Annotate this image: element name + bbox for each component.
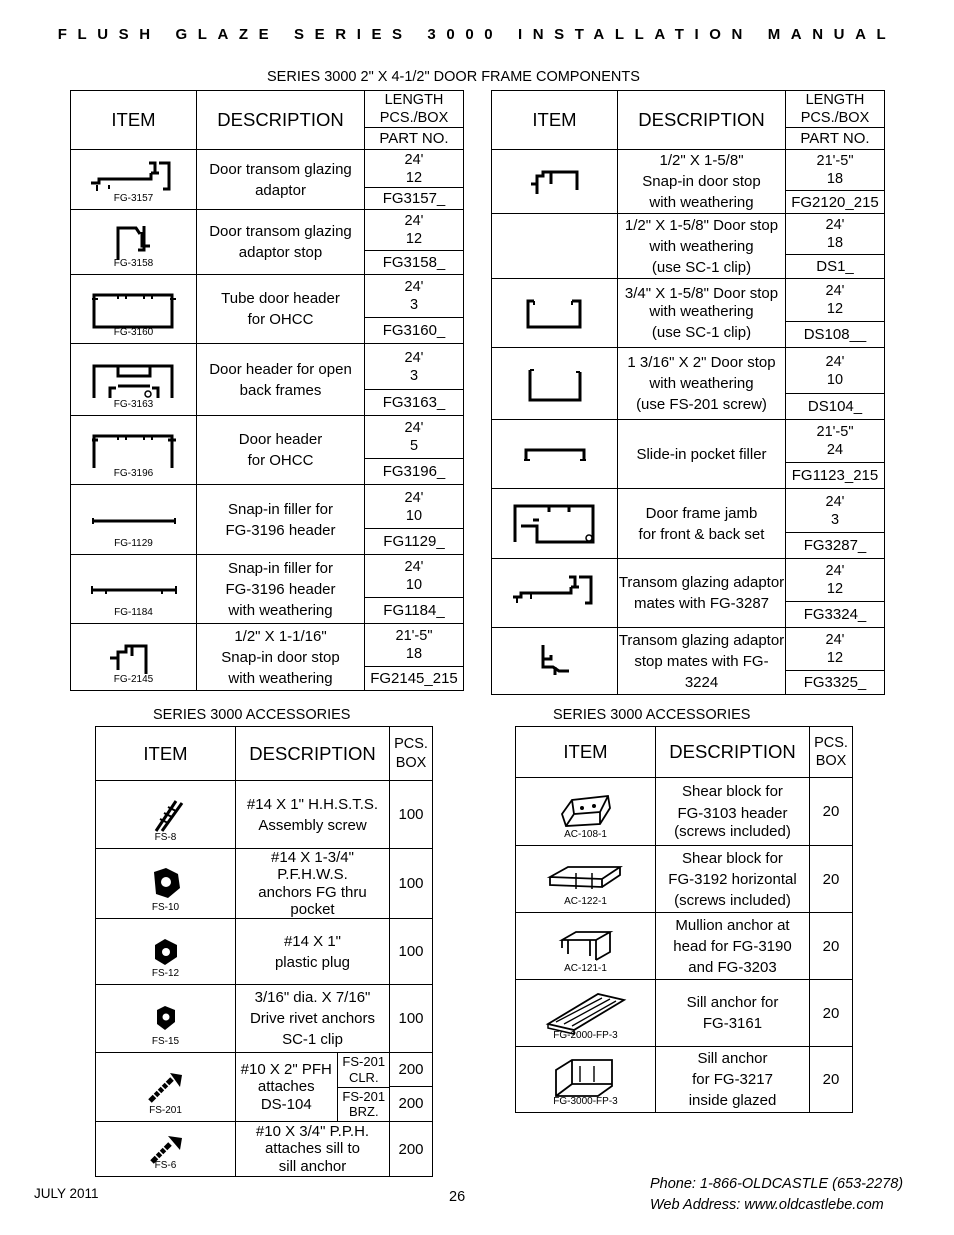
fs-201-main-desc: #10 X 2" PFH attaches DS-104 (236, 1053, 337, 1121)
item-fs-12: FS-12 (96, 919, 236, 985)
filler-weathering-profile-icon (88, 574, 180, 604)
description-header: DESCRIPTION (618, 91, 786, 150)
part-no-header: PART NO. (365, 128, 464, 150)
profile-fg-2145: FG-2145 (71, 624, 197, 691)
item-header: ITEM (516, 727, 656, 778)
part-fg3325: FG3325_ (786, 671, 885, 695)
shear-block-icon (546, 859, 626, 899)
door-stop-channel-profile-icon (520, 295, 590, 331)
door-stop-channel-profile-icon (520, 364, 590, 404)
profile-fg-3196: FG-3196 (71, 416, 197, 485)
part-no-header: PART NO. (786, 128, 885, 150)
pcs-fs-12: 100 (390, 919, 433, 985)
length-fg-1184: 24' 10 (365, 555, 464, 598)
fs-201-brz-label: FS-201 BRZ. (342, 1088, 386, 1120)
length-fg-3163: 24' 3 (365, 344, 464, 390)
adaptor-stop-profile-icon (525, 641, 585, 681)
length-fg3287: 24' 3 (786, 489, 885, 533)
item-ac-122-1: AC-122-1 (516, 846, 656, 913)
item-fs-201: FS-201 (96, 1053, 236, 1122)
description-fg-3163: Door header for open back frames (197, 344, 365, 416)
description-fg3325: Transom glazing adaptor stop mates with FG-3224 (618, 628, 786, 695)
length-ds104: 24' 10 (786, 348, 885, 394)
frame-components-table-right (491, 90, 885, 695)
pcs-fs-15: 100 (390, 985, 433, 1053)
item-header: ITEM (492, 91, 618, 150)
jamb-profile-icon (509, 502, 601, 546)
length-fg3325: 24' 12 (786, 628, 885, 671)
door-stop-profile-icon (525, 164, 585, 200)
footer-date: JULY 2011 (34, 1186, 99, 1201)
description-ds108: 3/4" X 1-5/8" Door stop with weathering (use SC-1 clip) (618, 279, 786, 348)
part-fg-3158: FG3158_ (365, 251, 464, 275)
adaptor-stop-profile-icon (104, 222, 164, 262)
web-address: Web Address: www.oldcastlebe.com (650, 1197, 884, 1214)
description-header: DESCRIPTION (197, 91, 365, 150)
page-header: FLUSH GLAZE SERIES 3000 INSTALLATION MANUAL (57, 26, 897, 43)
profile-fg2120 (492, 150, 618, 214)
pcs-fg-3000-fp-3: 20 (810, 1047, 853, 1113)
profile-fg-3163: FG-3163 (71, 344, 197, 416)
accessories-caption-left: SERIES 3000 ACCESSORIES (153, 707, 351, 723)
pcs-box-header: PCS. BOX (810, 727, 853, 778)
screw-icon (144, 1067, 188, 1107)
part-fg-3160: FG3160_ (365, 318, 464, 344)
description-fs-6: #10 X 3/4" P.P.H. attaches sill to sill anchor (236, 1122, 390, 1177)
tube-header-profile-icon (88, 287, 180, 331)
description-fg1123: Slide-in pocket filler (618, 420, 786, 489)
part-ds108: DS108__ (786, 322, 885, 348)
description-ds1: 1/2" X 1-5/8" Door stop with weathering (use SC-1 clip) (618, 214, 786, 279)
description-header: DESCRIPTION (656, 727, 810, 778)
profile-fg-3158: FG-3158 (71, 210, 197, 275)
length-fg-3196: 24' 5 (365, 416, 464, 459)
description-fg2120: 1/2" X 1-5/8" Snap-in door stop with weathering (618, 150, 786, 214)
profile-ds1 (492, 214, 618, 279)
part-fg-3196: FG3196_ (365, 459, 464, 485)
pcs-fs-6: 200 (390, 1122, 433, 1177)
profile-fg-1129: FG-1129 (71, 485, 197, 555)
description-fg-3158: Door transom glazing adaptor stop (197, 210, 365, 275)
item-fs-6: FS-6 (96, 1122, 236, 1177)
description-ac-122-1: Shear block for FG-3192 horizontal (screws included) (656, 846, 810, 913)
profile-fg-3157: FG-3157 (71, 150, 197, 210)
pcs-ac-108-1: 20 (810, 778, 853, 846)
length-fg-3158: 24' 12 (365, 210, 464, 251)
fs-201-clr-label: FS-201 CLR. (337, 1053, 390, 1087)
description-fs-201 (236, 1053, 390, 1122)
page-number: 26 (449, 1189, 466, 1205)
profile-fg3325 (492, 628, 618, 695)
description-header: DESCRIPTION (236, 727, 390, 781)
length-fg-3160: 24' 3 (365, 275, 464, 318)
description-fg-2000-fp-3: Sill anchor for FG-3161 (656, 980, 810, 1047)
length-fg3324: 24' 12 (786, 559, 885, 602)
description-fs-8: #14 X 1" H.H.S.T.S. Assembly screw (236, 781, 390, 849)
adaptor-profile-icon (509, 573, 601, 613)
profile-fg-1184: FG-1184 (71, 555, 197, 624)
part-ds104: DS104_ (786, 394, 885, 420)
screw-icon (146, 795, 186, 835)
description-fg-1129: Snap-in filler for FG-3196 header (197, 485, 365, 555)
length-fg-1129: 24' 10 (365, 485, 464, 529)
description-fg-3160: Tube door header for OHCC (197, 275, 365, 344)
item-header: ITEM (96, 727, 236, 781)
description-fs-12: #14 X 1" plastic plug (236, 919, 390, 985)
description-fg3324: Transom glazing adaptor mates with FG-3287 (618, 559, 786, 628)
shear-block-icon (556, 790, 616, 834)
pcs-fs-201: 200 200 (390, 1053, 433, 1122)
description-fg-3000-fp-3: Sill anchor for FG-3217 inside glazed (656, 1047, 810, 1113)
profile-fg1123 (492, 420, 618, 489)
open-back-header-profile-icon (88, 358, 180, 402)
item-fs-8: FS-8 (96, 781, 236, 849)
description-fg-1184: Snap-in filler for FG-3196 header with weathering (197, 555, 365, 624)
length-fg-3157: 24' 12 (365, 150, 464, 188)
length-fg-2145: 21'-5" 18 (365, 624, 464, 667)
profile-fg3324 (492, 559, 618, 628)
part-fg3287: FG3287_ (786, 533, 885, 559)
pocket-filler-profile-icon (520, 442, 590, 466)
part-fg-1184: FG1184_ (365, 598, 464, 624)
length-fg2120: 21'-5" 18 (786, 150, 885, 191)
pcs-fg-2000-fp-3: 20 (810, 980, 853, 1047)
part-ds1: DS1_ (786, 255, 885, 279)
fs-201-variants (236, 1053, 390, 1121)
description-fs-15: 3/16" dia. X 7/16" Drive rivet anchors SC-1 clip (236, 985, 390, 1053)
item-fg-2000-fp-3: FG-2000-FP-3 (516, 980, 656, 1047)
length-header: LENGTH PCS./BOX (365, 91, 464, 128)
frame-components-table-left (70, 90, 464, 691)
item-ac-121-1: AC-121-1 (516, 913, 656, 980)
part-fg-2145: FG2145_215 (365, 667, 464, 691)
pcs-fs-8: 100 (390, 781, 433, 849)
contact-info (650, 1174, 903, 1216)
item-header: ITEM (71, 91, 197, 150)
part-fg-3157: FG3157_ (365, 188, 464, 210)
profile-fg3287 (492, 489, 618, 559)
plug-icon (149, 935, 183, 969)
part-fg2120: FG2120_215 (786, 190, 885, 213)
profile-fg-3160: FG-3160 (71, 275, 197, 344)
door-header-profile-icon (88, 428, 180, 472)
length-ds108: 24' 12 (786, 279, 885, 322)
door-stop-profile-icon (104, 636, 164, 678)
description-fg-3157: Door transom glazing adaptor (197, 150, 365, 210)
accessories-table-right (515, 726, 853, 1113)
profile-ds104 (492, 348, 618, 420)
filler-profile-icon (89, 505, 179, 535)
pcs-box-header: PCS. BOX (390, 727, 433, 781)
description-fg-3196: Door header for OHCC (197, 416, 365, 485)
part-fg3324: FG3324_ (786, 602, 885, 628)
pcs-ac-121-1: 20 (810, 913, 853, 980)
length-ds1: 24' 18 (786, 214, 885, 255)
description-ac-121-1: Mullion anchor at head for FG-3190 and FG-3203 (656, 913, 810, 980)
item-ac-108-1: AC-108-1 (516, 778, 656, 846)
pcs-fs-10: 100 (390, 849, 433, 919)
description-fg-2145: 1/2" X 1-1/16" Snap-in door stop with weathering (197, 624, 365, 691)
anchor-icon (146, 864, 186, 904)
frame-components-caption: SERIES 3000 2" X 4-1/2" DOOR FRAME COMPONENTS (267, 69, 640, 85)
description-ac-108-1: Shear block for FG-3103 header (screws included) (656, 778, 810, 846)
profile-ds108 (492, 279, 618, 348)
description-fg3287: Door frame jamb for front & back set (618, 489, 786, 559)
item-fs-15: FS-15 (96, 985, 236, 1053)
accessories-caption-right: SERIES 3000 ACCESSORIES (553, 707, 751, 723)
length-fg1123: 21'-5" 24 (786, 420, 885, 463)
description-fs-10: #14 X 1-3/4" P.F.H.W.S. anchors FG thru pocket (236, 849, 390, 919)
rivet-icon (151, 1002, 181, 1036)
length-header: LENGTH PCS./BOX (786, 91, 885, 128)
pcs-ac-122-1: 20 (810, 846, 853, 913)
phone-number: Phone: 1-866-OLDCASTLE (653-2278) (650, 1176, 904, 1192)
item-fs-10: FS-10 (96, 849, 236, 919)
part-fg-3163: FG3163_ (365, 390, 464, 416)
item-fg-3000-fp-3: FG-3000-FP-3 (516, 1047, 656, 1113)
part-fg1123: FG1123_215 (786, 463, 885, 489)
accessories-table-left (95, 726, 433, 1177)
mullion-anchor-icon (556, 926, 616, 966)
part-fg-1129: FG1129_ (365, 529, 464, 555)
description-ds104: 1 3/16" X 2" Door stop with weathering (use FS-201 screw) (618, 348, 786, 420)
